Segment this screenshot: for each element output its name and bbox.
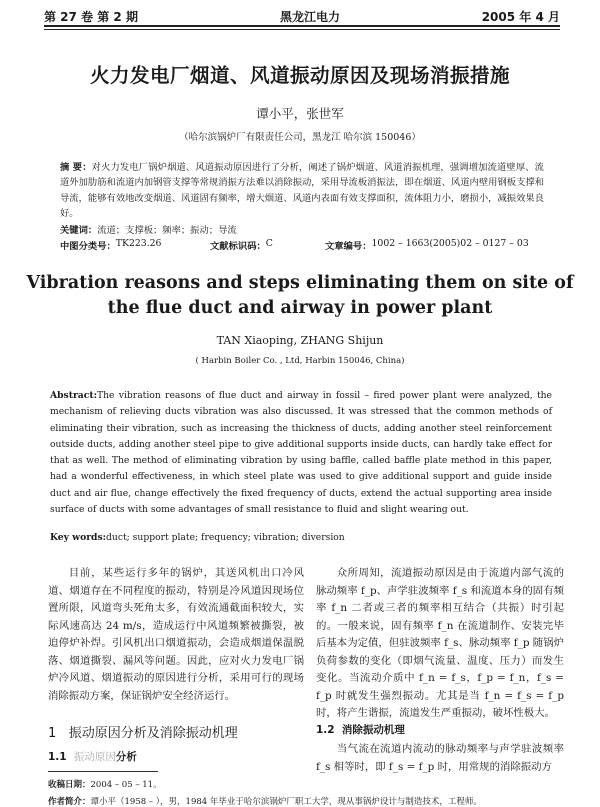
- chinese-abstract: [60, 160, 544, 222]
- header-rule-thick: [44, 25, 560, 27]
- section-1-heading: 1 振动原因分析及消除振动机理: [48, 726, 238, 741]
- section-1-1-heading: 1.1 振动原因分析: [48, 751, 137, 763]
- english-affiliation: ( Harbin Boiler Co. , Ltd, Harbin 150046, China): [195, 356, 405, 366]
- body-left-column: [48, 565, 304, 705]
- document-code: 文献标识码： C: [210, 238, 273, 252]
- chinese-abstract-text: 对火力发电厂锅炉烟道、风道振动原因进行了分析，阐述了锅炉烟道、风道消振机理，强调增加流道壁厚、流道外加肋筋和流道内加钢管支撑等常规消振方法难以消除振动，采用导流板消振法，即在烟道、风道内壁用钢板支撑和导流，能够有效地改变烟道、风道固有频率，增大烟道、风道内表面有效支撑面积，流体阻力小，磨损小，减振效果良好。: [60, 162, 544, 220]
- chinese-abstract-label: 摘 要：: [60, 162, 92, 173]
- clc-number: 中图分类号： TK223.26: [60, 238, 162, 252]
- article-number: 文章编号： 1002 – 1663(2005)02 – 0127 – 03: [325, 238, 529, 252]
- body-right-column: [316, 565, 564, 723]
- footnote-received: 收稿日期：2004 – 05 – 11。: [48, 780, 162, 790]
- section-1-2-heading: 1.2 消除振动机理: [316, 724, 405, 736]
- chinese-authors: 谭小平，张世军: [256, 106, 344, 121]
- english-keywords: [50, 532, 552, 543]
- header-journal: 黑龙江电力: [280, 10, 341, 24]
- chinese-title: 火力发电厂烟道、风道振动原因及现场消振措施: [89, 64, 510, 87]
- chinese-keywords: [60, 222, 544, 236]
- header-date: 2005 年 4 月: [481, 10, 560, 24]
- english-title-line-2: the flue duct and airway in power plant: [107, 298, 493, 318]
- english-title: [0, 271, 600, 321]
- intro-paragraph: 目前，某些运行多年的锅炉，其送风机出口冷风道、烟道存在不同程度的振动，特别是冷风道因现场位置所限，风道弯头死角太多，有效流通截面积较大，实际风速高达 24 m/s，造成运行中风道频繁被撕裂，被迫停炉补焊。引风机出口烟道振动，会造成烟道保温脱落、烟道撕裂、漏风等问题。因此，应对火力发电厂锅炉冷风道、烟道振动的原因进行分析，采用可行的现场消除振动方案，保证锅炉安全经济运行。: [48, 567, 304, 702]
- footnote-author-bio: 作者简介：谭小平（1958 – ），男，1984 年毕业于哈尔滨锅炉厂职工大学，现从事锅炉设计与制造技术，工程师。: [48, 797, 482, 807]
- classification-line: [60, 238, 550, 252]
- mechanism-paragraph: 当气流在流道内流动的脉动频率与声学驻波频率 f_s 相等时，即 f_s = f_p 时，用常规的消除振动方: [316, 743, 564, 773]
- english-authors: TAN Xiaoping, ZHANG Shijun: [216, 334, 384, 347]
- english-abstract-text: The vibration reasons of flue duct and airway in fossil – fired power plant were analyzed, the mechanism of relieving ducts vibration was also discussed. It was stressed that the common methods of eliminating their vibration, such as increasing the thickness of ducts, adding another steel reinforcement outside ducts, adding another steel pipe to give additional supports inside ducts, can hardly take effect for that as well. The method of eliminating vibration by using baffle, called baffle plate method in this paper, had a wonderful effectiveness, in which steel plate was used to give additional support and guide inside duct and air flue, change effectively the fixed frequency of ducts, extend the actual supporting area inside surface of ducts with some advantages of small resistance to fluid and slight wearing out.: [50, 390, 552, 516]
- english-keywords-text: duct; support plate; frequency; vibration; diversion: [106, 532, 345, 543]
- english-title-line-1: Vibration reasons and steps eliminating them on site of: [26, 273, 574, 293]
- header-issue: 第 27 卷 第 2 期: [44, 10, 138, 24]
- chinese-keywords-text: 流道；支撑板；频率；振动；导流: [97, 225, 237, 236]
- running-header: [44, 8, 560, 26]
- english-abstract: [50, 388, 552, 518]
- footnote-rule: [48, 771, 158, 772]
- resonance-paragraph: 众所周知，流道振动原因是由于流道内部气流的脉动频率 f_p、声学驻波频率 f_s 和流道本身的固有频率 f_n 二者或三者的频率相互结合（共振）时引起的。一般来说，固有频率 f_n 在流道制作、安装完毕后基本为定值，但驻波频率 f_s、脉动频率 f_p 随锅炉负荷参数的变化（即烟气流量、温度、压力）而发生变化。当流动介质中 f_n = f_s，f_p = f_n，f_s = f_p 时就发生强烈振动。尤其是当 f_n = f_s = f_p 时，将产生谐振，流道发生严重振动，破坏性极大。: [316, 567, 564, 719]
- chinese-affiliation: （哈尔滨锅炉厂有限责任公司，黑龙江 哈尔滨 150046）: [179, 132, 421, 143]
- header-rule-thin: [44, 29, 560, 30]
- english-abstract-label: Abstract:: [50, 390, 97, 401]
- english-keywords-label: Key words:: [50, 532, 107, 543]
- chinese-keywords-label: 关键词：: [60, 225, 98, 236]
